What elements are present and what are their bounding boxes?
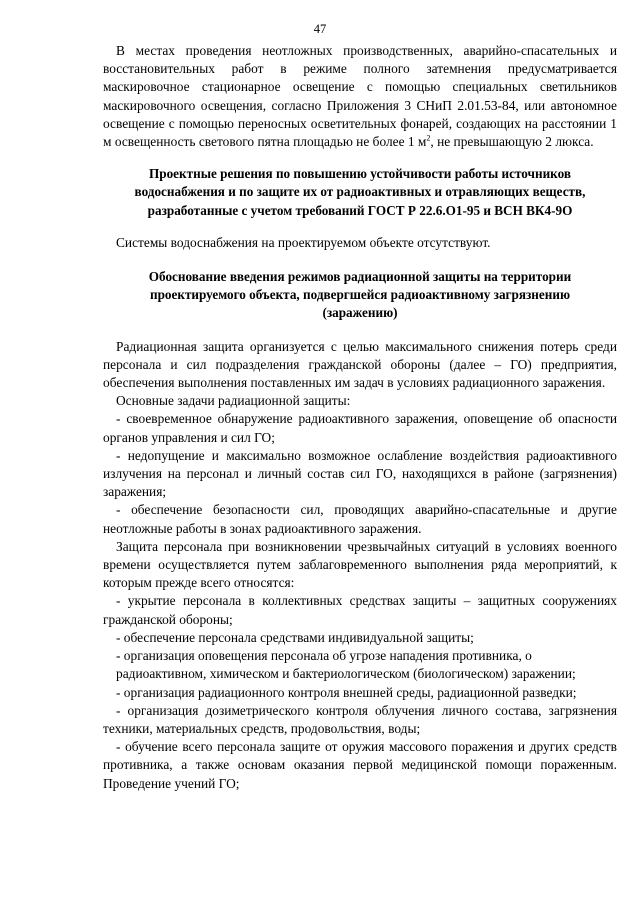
list-item-detection: - своевременное обнаружение радиоактивного заражения, оповещение об опасности органов управления и сил ГО; bbox=[103, 411, 617, 445]
paragraph-lighting-end: , не превышающую 2 люкса. bbox=[430, 134, 594, 150]
list-item-warning-continued: радиоактивном, химическом и бактериологическом (биологическом) заражении; bbox=[116, 666, 576, 682]
paragraph-main-tasks: Основные задачи радиационной защиты: bbox=[116, 393, 351, 409]
list-item-training: - обучение всего персонала защите от оружия массового поражения и других средств противника, а также основам оказания первой медицинской помощи пораженным. Проведение учений ГО; bbox=[103, 739, 617, 791]
section-heading-radiation-protection: Обоснование введения режимов радиационной защиты на территории проектируемого объекта, подвергшейся радиоактивному загрязнению (заражению) bbox=[148, 269, 572, 321]
paragraph-no-water-supply: Системы водоснабжения на проектируемом объекте отсутствуют. bbox=[116, 234, 491, 250]
list-item-dosimetric-control: - организация дозиметрического контроля облучения личного состава, загрязнения техники, материальных средств, продовольствия, воды; bbox=[103, 702, 617, 736]
paragraph-lighting-text: В местах проведения неотложных производственных, аварийно-спасательных и восстановительных работ в режиме полного затемнения предусматривается маскировочное стационарное освещение с помощью специальных светильников маскировочного освещения, согласно Приложения 3 СНиП 2.01.53-84, или автономное освещение с помощью переносных осветительных фонарей, создающих на расстоянии 1 м освещенность светового пятна площадью не более 1 м bbox=[103, 43, 617, 150]
list-item-ppe: - обеспечение персонала средствами индивидуальной защиты; bbox=[116, 629, 474, 645]
superscript-square: 2 bbox=[426, 133, 431, 143]
paragraph-personnel-protection: Защита персонала при возникновении чрезвычайных ситуаций в условиях военного времени осуществляется путем заблаговременного выполнения ряда мероприятий, к которым прежде всего относятся: bbox=[103, 538, 617, 591]
paragraph-radiation-protection: Радиационная защита организуется с целью максимального снижения потерь среди персонала и сил подразделения гражданской обороны (далее – ГО) предприятия, обеспечения выполнения поставленных им задач в условиях радиационного заражения. bbox=[103, 338, 617, 391]
list-item-prevention: - недопущение и максимально возможное ослабление воздействия радиоактивного излучения на персонал и личный состав сил ГО, находящихся в районе (загрязнения) заражения; bbox=[103, 447, 617, 500]
list-item-safety: - обеспечение безопасности сил, проводящих аварийно-спасательные и другие неотложные работы в зонах радиоактивного заражения. bbox=[103, 502, 617, 536]
list-item-warning: - организация оповещения персонала об угрозе нападения противника, о bbox=[116, 648, 532, 664]
list-item-shelter: - укрытие персонала в коллективных средствах защиты – защитных сооружениях гражданской обороны; bbox=[103, 593, 617, 627]
list-item-radiation-monitoring: - организация радиационного контроля внешней среды, радиационной разведки; bbox=[116, 684, 577, 700]
paragraph-lighting bbox=[103, 42, 617, 151]
section-heading-water-supply: Проектные решения по повышению устойчивости работы источников водоснабжения и по защите их от радиоактивных и отравляющих веществ, разработанные с учетом требований ГОСТ Р 22.6.О1-95 и ВСН ВК4-9О bbox=[134, 166, 586, 218]
page-content bbox=[103, 42, 617, 793]
page-number: 47 bbox=[313, 22, 327, 36]
